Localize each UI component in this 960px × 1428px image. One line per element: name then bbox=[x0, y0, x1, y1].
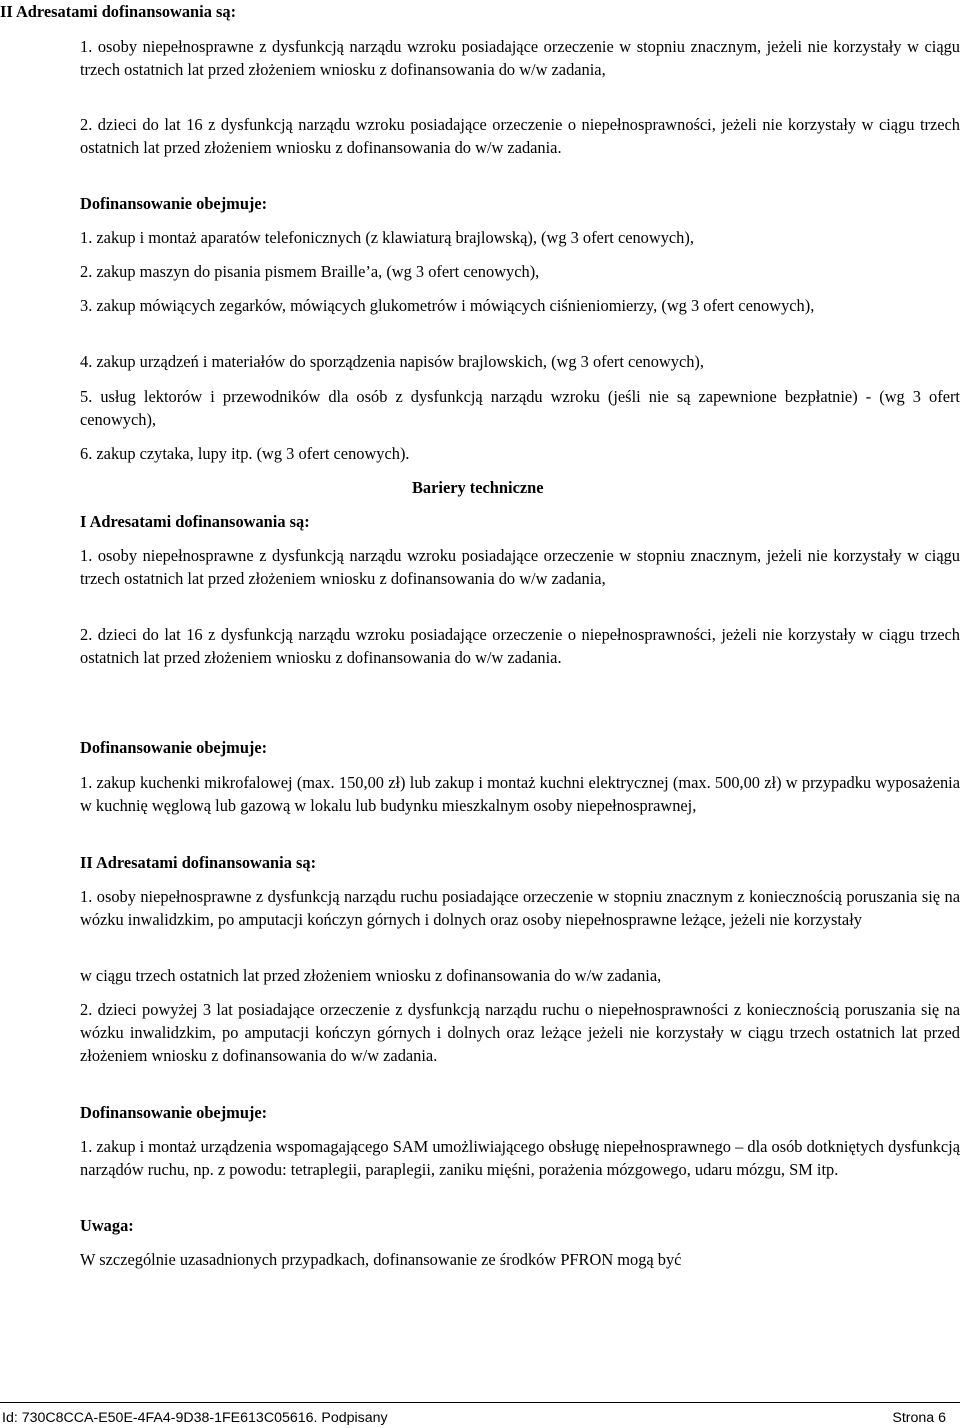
scope-heading: Dofinansowanie obejmuje: bbox=[80, 738, 268, 757]
section-heading: II Adresatami dofinansowania są: bbox=[80, 853, 317, 872]
recipient-item: 1. osoby niepełnosprawne z dysfunkcją narządu ruchu posiadające orzeczenie w stopniu znacznym z koniecznością poruszania się na wózku inwalidzkim, po amputacji kończyn górnych i dolnych oraz osoby niepełnosprawne leżące, jeżeli nie korzystały bbox=[80, 887, 960, 929]
recipient-item: 2. dzieci do lat 16 z dysfunkcją narządu wzroku posiadające orzeczenie o niepełnosprawności, jeżeli nie korzystały w ciągu trzech ostatnich lat przed złożeniem wniosku z dofinansowania do w/w zadania. bbox=[80, 115, 960, 157]
recipient-item: 2. dzieci do lat 16 z dysfunkcją narządu wzroku posiadające orzeczenie o niepełnosprawności, jeżeli nie korzystały w ciągu trzech ostatnich lat przed złożeniem wniosku z dofinansowania do w/w zadania. bbox=[80, 625, 960, 667]
page-number: Strona 6 bbox=[892, 1410, 946, 1426]
recipient-item: 1. osoby niepełnosprawne z dysfunkcją narządu wzroku posiadające orzeczenie w stopniu znacznym, jeżeli nie korzystały w ciągu trzech ostatnich lat przed złożeniem wniosku z dofinansowania do w/w zadania, bbox=[80, 37, 960, 79]
scope-item: 1. zakup i montaż aparatów telefonicznych (z klawiaturą brajlowską), (wg 3 ofert cenowych), bbox=[80, 228, 694, 247]
scope-heading: Dofinansowanie obejmuje: bbox=[80, 194, 268, 213]
scope-item: 1. zakup kuchenki mikrofalowej (max. 150,00 zł) lub zakup i montaż kuchni elektrycznej (max. 500,00 zł) w przypadku wyposażenia w kuchnię węglową lub gazową w lokalu lub budynku mieszkalnym osoby niepełnosprawnej, bbox=[80, 773, 960, 815]
recipient-item: 1. osoby niepełnosprawne z dysfunkcją narządu wzroku posiadające orzeczenie w stopniu znacznym, jeżeli nie korzystały w ciągu trzech ostatnich lat przed złożeniem wniosku z dofinansowania do w/w zadania, bbox=[80, 546, 960, 588]
recipient-item-continuation: w ciągu trzech ostatnich lat przed złożeniem wniosku z dofinansowania do w/w zadania, bbox=[80, 966, 662, 985]
scope-item: 5. usług lektorów i przewodników dla osób z dysfunkcją narządu wzroku (jeśli nie są zapewnione bezpłatnie) - (wg 3 ofert cenowych), bbox=[80, 387, 960, 429]
scope-item: 2. zakup maszyn do pisania pismem Braille’a, (wg 3 ofert cenowych), bbox=[80, 262, 540, 281]
note-text: W szczególnie uzasadnionych przypadkach, dofinansowanie ze środków PFRON mogą być bbox=[80, 1250, 682, 1269]
page-footer bbox=[0, 1402, 960, 1426]
scope-item: 1. zakup i montaż urządzenia wspomagającego SAM umożliwiającego obsługę niepełnosprawnego – dla osób dotkniętych dysfunkcją narządów ruchu, np. z powodu: tetraplegii, paraplegii, zaniku mięśni, porażenia mózgowego, udaru mózgu, SM itp. bbox=[80, 1137, 960, 1179]
scope-item: 4. zakup urządzeń i materiałów do sporządzenia napisów brajlowskich, (wg 3 ofert cenowych), bbox=[80, 352, 704, 371]
section-heading: I Adresatami dofinansowania są: bbox=[80, 512, 310, 531]
document-id: Id: 730C8CCA-E50E-4FA4-9D38-1FE613C05616. Podpisany bbox=[2, 1410, 388, 1426]
scope-heading: Dofinansowanie obejmuje: bbox=[80, 1103, 268, 1122]
section-title: Bariery techniczne bbox=[412, 478, 544, 497]
recipient-item: 2. dzieci powyżej 3 lat posiadające orzeczenie z dysfunkcją narządu ruchu o niepełnosprawności z koniecznością poruszania się na wózku inwalidzkim, po amputacji kończyn górnych i dolnych oraz leżące jeżeli nie korzystały w ciągu trzech ostatnich lat przed złożeniem wniosku z dofinansowania do w/w zadania. bbox=[80, 1000, 960, 1065]
note-heading: Uwaga: bbox=[80, 1216, 134, 1235]
scope-item: 3. zakup mówiących zegarków, mówiących glukometrów i mówiących ciśnieniomierzy, (wg 3 ofert cenowych), bbox=[80, 296, 815, 315]
section-heading: II Adresatami dofinansowania są: bbox=[0, 2, 237, 21]
scope-item: 6. zakup czytaka, lupy itp. (wg 3 ofert cenowych). bbox=[80, 444, 410, 463]
